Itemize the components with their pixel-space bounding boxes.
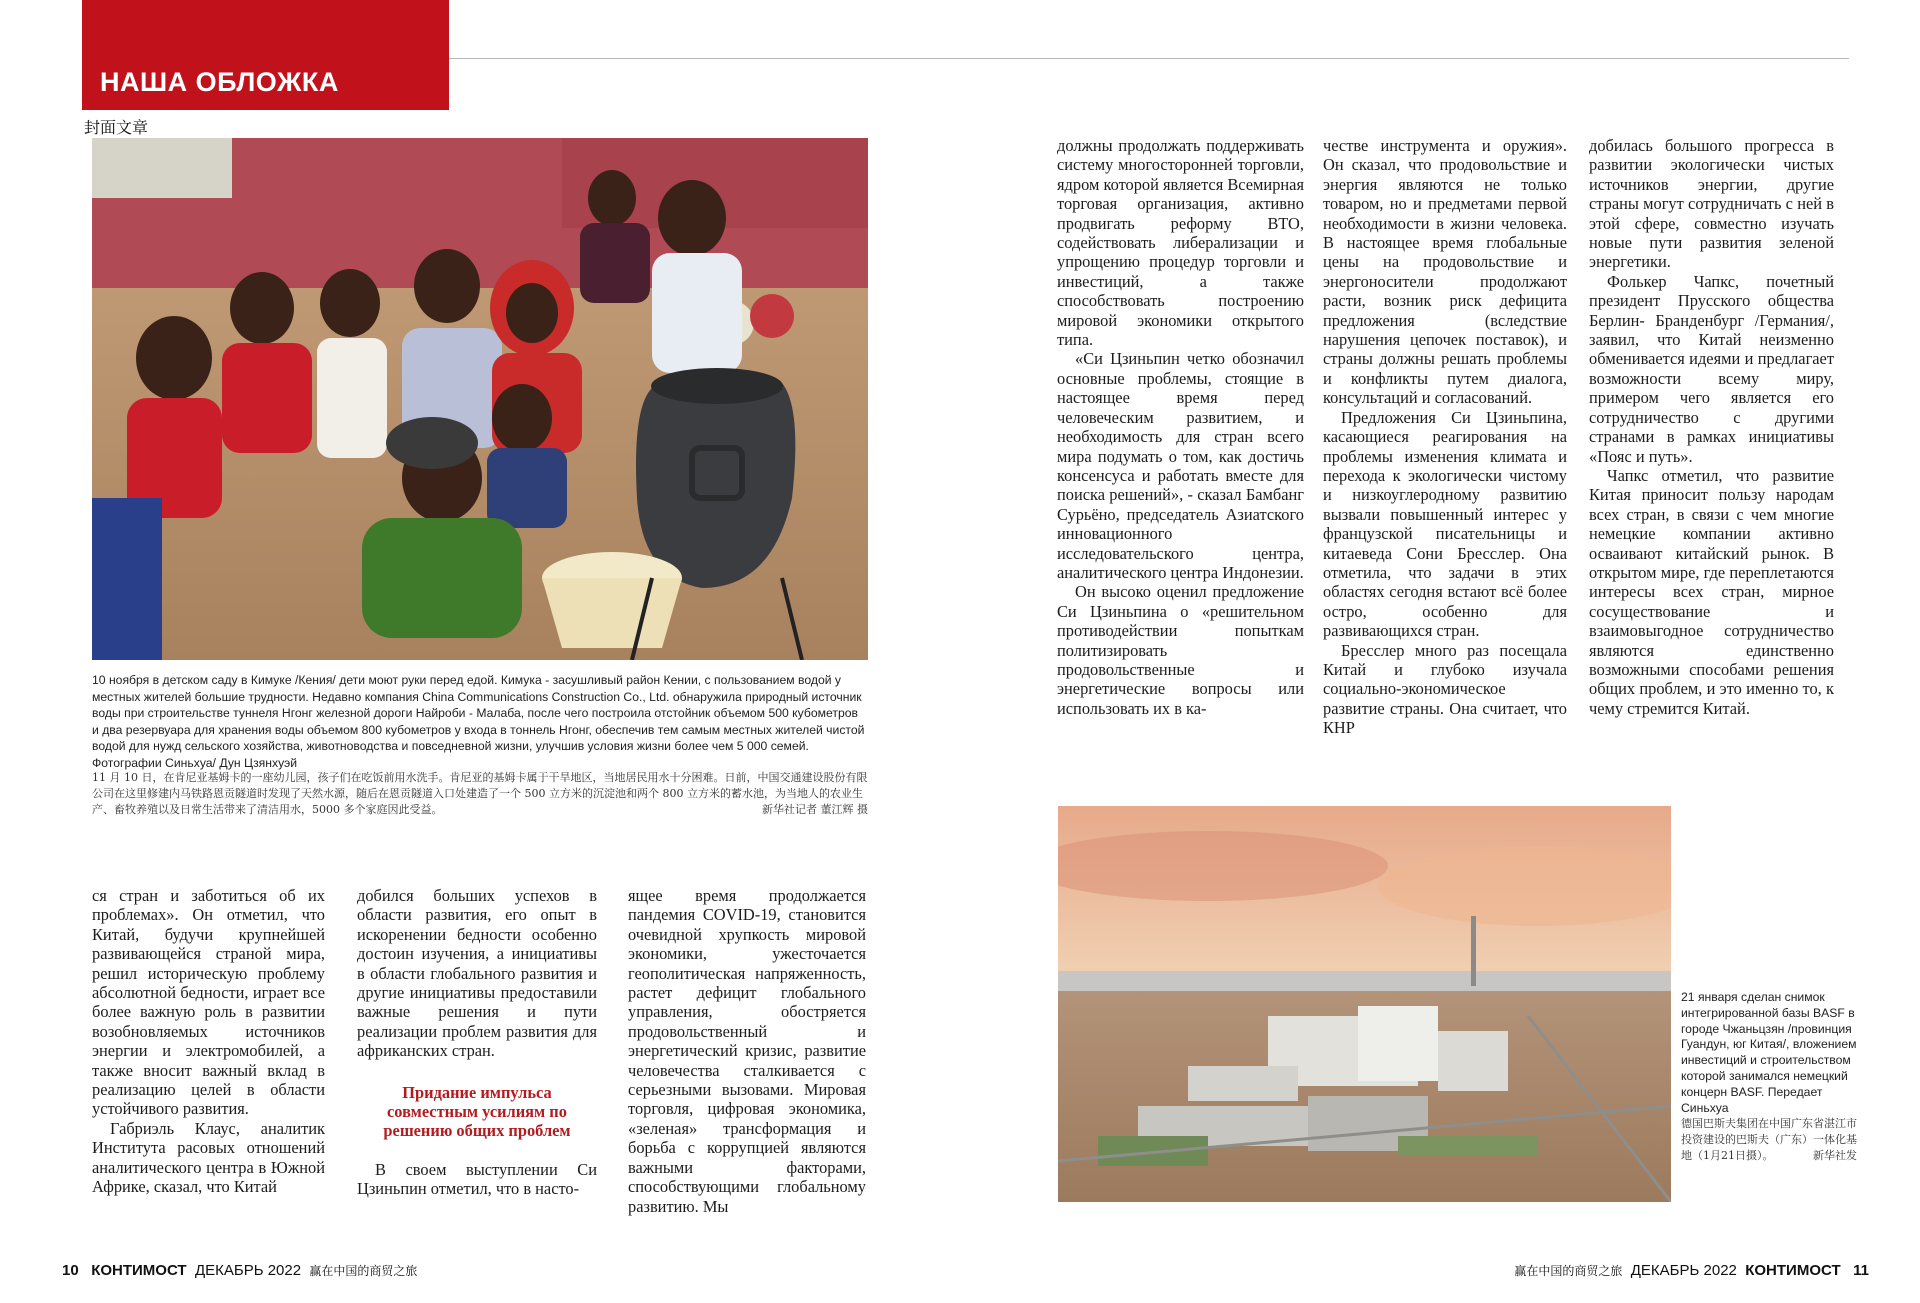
left-column-3 [628,886,866,1216]
left-magazine-brand: КОНТИМОСТ [91,1262,187,1279]
paragraph: Бресслер много раз посещала Китай и глубоко изучала социально-экономическое развитие страны. Она считает, что КНР [1323,640,1567,738]
right-magazine-brand: КОНТИМОСТ [1745,1262,1841,1279]
paragraph: Предложения Си Цзиньпина, касающиеся реагирования на проблемы изменения климата и перехода к экологически чистому и низкоуглеродному развитию вызвали повышенный интерес у французской писательницы и китаеведа Сони Бресслер. Она отметила, что задачи в этих областях сегодня встают всё более остро, особенно для развивающихся стран. [1323,407,1567,641]
paragraph: ящее время продолжается пандемия COVID-19, становится очевидной хрупкость мировой экономики, ужесточается геополитическая напряженность, растет дефицит глобального управления, обостряется продовольственный и энергетический кризис, развитие человечества сталкивается с серьезными вызовами. Мировая торговля, цифровая экономика, «зеленая» трансформация и борьба с коррупцией являются важными факторами, способствующими глобальному развитию. Мы [628,886,866,1216]
paragraph: Фолькер Чапкс, почетный президент Прусского общества Берлин- Бранденбург /Германия/, заявил, что Китай неизменно обменивается идеями и предлагает возможности всему миру, примером чего является его сотрудничество с другими странами в рамках инициативы «Пояс и путь». [1589,271,1834,466]
paragraph: Он высоко оценил предложение Си Цзиньпина о «решительном противодействии попыткам политизировать продовольственные и энергетические вопросы или использовать их в ка- [1057,582,1304,718]
photo2-caption-ru: 21 января сделан снимок интегрированной базы BASF в городе Чжаньцзян /провинция Гуандун, юг Китая/, вложением инвестиций и строительством которой занимался немецкий концерн BASF. Передает Синьхуа [1681,990,1857,1115]
left-column-1 [92,886,325,1197]
photo1-caption-zh [92,770,868,818]
paragraph: «Си Цзиньпин четко обозначил основные проблемы, стоящие в настоящее время перед человеческим развитием, и необходимость для стран всего мира подумать о том, как достичь консенсуса и работать вместе для поиска решений», - сказал Бамбанг Сурьёно, председатель Азиатского инновационного исследовательского центра, аналитического центра Индонезии. [1057,349,1304,582]
right-page-number: 11 [1853,1262,1869,1279]
photo2-caption [1681,990,1857,1164]
paragraph: ся стран и заботиться об их проблемах». Он отметил, что Китай, будучи крупнейшей развивающейся страной мира, решил историческую проблему абсолютной бедности, играет все более важную роль в развитии возобновляемых источников энергии и электромобилей, а также вносит важный вклад в реализацию целей в области устойчивого развития. [92,886,325,1119]
photo1-caption-zh-text: 11 月 10 日，在肯尼亚基姆卡的一座幼儿园，孩子们在吃饭前用水洗手。肯尼亚的基姆卡属于干旱地区，当地居民用水十分困难。日前，中国交通建设股份有限公司在这里修建内马铁路恩贡隧道时发现了天然水源，随后在恩贡隧道入口处建造了一个 500 立方米的沉淀池和两个 800 立方米的蓄水池，为当地人的农业生产、畜牧养殖以及日常生活带来了清洁用水，5000 多个家庭因此受益。 [92,771,868,816]
left-page-footer [62,1262,417,1279]
paragraph: Габриэль Клаус, аналитик Института расовых отношений аналитического центра в Южной Африке, сказал, что Китай [92,1118,325,1197]
right-column-1 [1057,136,1304,718]
photo2-caption-zh-text: 德国巴斯夫集团在中国广东省湛江市投资建设的巴斯夫（广东）一体化基地（1月21日摄）。 [1681,1117,1857,1162]
left-footer-zh: 赢在中国的商贸之旅 [309,1264,418,1278]
left-page-number: 10 [62,1262,79,1279]
photo2-caption-zh [1681,1116,1857,1163]
paragraph: должны продолжать поддерживать систему многосторонней торговли, ядром которой является Всемирная торговая организация, активно продвигать реформу ВТО, содействовать либерализации и упрощению процедур торговли и инвестиций, а также способствовать построению мировой экономики открытого типа. [1057,136,1304,350]
left-issue-date: ДЕКАБРЬ 2022 [194,1262,302,1279]
right-column-2 [1323,136,1567,738]
paragraph: добился больших успехов в области развития, его опыт в искоренении бедности особенно достоин изучения, а инициативы в области глобального развития и другие инициативы предоставили важные решения и пути реализации проблем развития для африканских стран. [357,886,597,1061]
section-subtitle-zh: 封面文章 [84,118,149,137]
paragraph: В своем выступлении Си Цзиньпин отметил, что в насто- [357,1159,597,1199]
right-footer-zh: 赢在中国的商贸之旅 [1514,1264,1623,1278]
paragraph: честве инструмента и оружия». Он сказал, что продовольствие и энергия являются не только товаром, но и предметами первой необходимости в жизни человека. В настоящее время глобальные цены на продовольствие и энергоносители продолжают расти, возник риск дефицита предложения (вследствие нарушения цепочек поставок), и страны должны решать проблемы и конфликты путем диалога, консультаций и согласований. [1323,136,1567,408]
header-rule [449,58,1849,59]
photo2-credit-zh: 新华社发 [1813,1148,1857,1162]
paragraph: Чапкс отметил, что развитие Китая приносит пользу народам всех стран, в связи с чем многие немецкие компании активно осваивают китайский рынок. В открытом мире, где переплетаются интересы всех стран, мирное сосуществование и взаимовыгодное сотрудничество являются единственно возможными способами решения общих проблем, и это именно то, к чему стремится Китай. [1589,465,1834,718]
photo1-caption-ru: 10 ноября в детском саду в Кимуке /Кения/ дети моют руки перед едой. Кимука - засушливый район Кении, с пользованием водой у местных жителей большие трудности. Недавно компания China Communications Construction Co., Ltd. обнаружила природный источник воды при строительстве туннеля Нгонг железной дороги Найроби - Малаба, после чего построила отстойник объемом 500 кубометров и два резервуара для хранения воды объемом 800 кубометров у входа в тоннель Нгонг, обеспечив тем самым местных жителей чистой водой для нужд сельского хозяйства, животноводства и повседневной жизни, улучшив условия жизни более чем 5 000 семей. Фотографии Синьхуа/ Дун Цзянхуэй [92,673,865,770]
paragraph: добилась большого прогресса в развитии экологически чистых источников энергии, другие страны могут сотрудничать с ней в этой сфере, совместно изучать новые пути развития зеленой энергетики. [1589,136,1834,272]
section-subheading: Придание импульса совместным усилиям по решению общих проблем [383,1082,571,1141]
left-column-2 [357,886,597,1199]
basf-base-aerial-photo [1058,806,1671,1202]
section-title: НАША ОБЛОЖКА [100,67,339,97]
photo1-credit-zh: 新华社记者 董江辉 摄 [762,803,868,816]
right-column-3 [1589,136,1834,718]
right-page-footer [1514,1262,1869,1279]
right-issue-date: ДЕКАБРЬ 2022 [1630,1262,1737,1279]
kids-washing-hands-photo [92,138,868,660]
